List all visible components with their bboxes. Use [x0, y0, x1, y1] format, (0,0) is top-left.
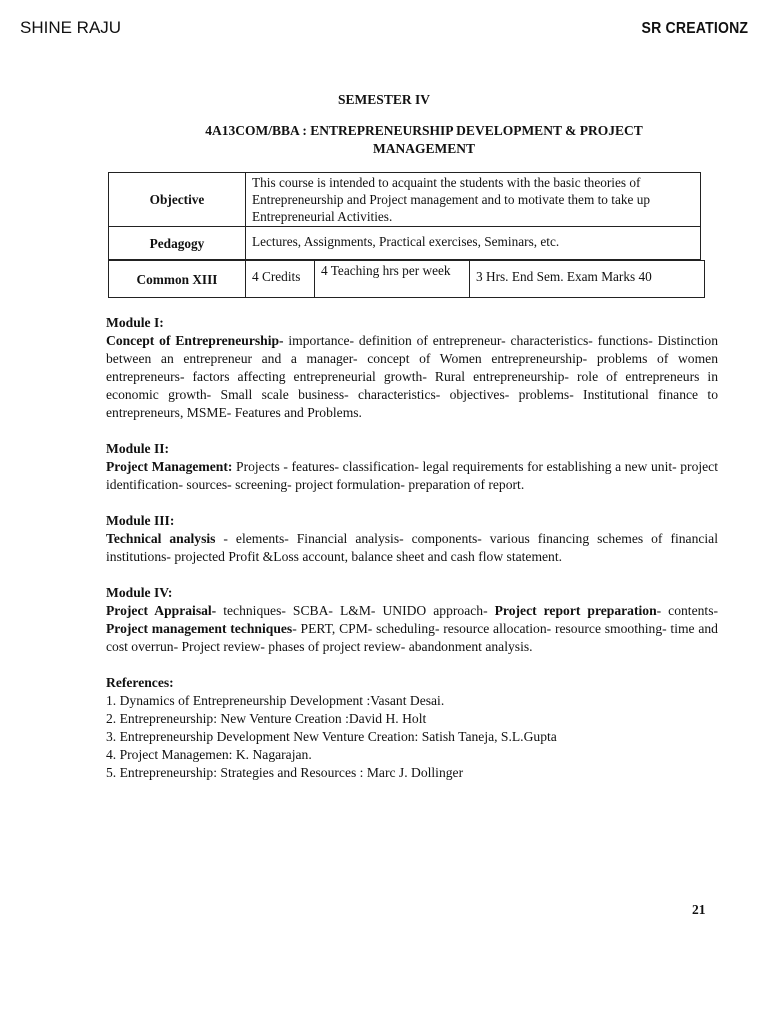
module-body	[106, 332, 718, 422]
module-text: importance- definition of entrepreneur- characteristics- functions- Distinction between an entrepreneur and a manager- concept of Women entrepreneurship- problems of women entrepreneurs- factors affecting entrepreneurial growth- Rural entrepreneurship- role of entrepreneurs in economic growth- Small scale business- characteristics- objectives- problems- Institutional finance to entrepreneurs, MSME- Features and Problems.	[106, 333, 718, 420]
references-heading: References:	[106, 675, 174, 690]
module-heading: Module III:	[106, 513, 175, 528]
module-2	[106, 440, 718, 494]
exam-cell: 3 Hrs. End Sem. Exam Marks 40	[469, 260, 705, 298]
pedagogy-text: Lectures, Assignments, Practical exercises, Seminars, etc.	[245, 226, 701, 260]
references	[106, 674, 718, 782]
module-topic: Project Appraisal-	[106, 603, 217, 618]
reference-item: 1. Dynamics of Entrepreneurship Development :Vasant Desai.	[106, 693, 445, 708]
module-heading: Module I:	[106, 315, 164, 330]
module-heading: Module II:	[106, 441, 170, 456]
module-text: Projects - features- classification- legal requirements for establishing a new unit- project identification- sources- screening- project formulation- preparation of report.	[106, 459, 718, 492]
page-number: 21	[692, 902, 706, 917]
common-label: Common XIII	[108, 260, 246, 298]
module-topic: Concept of Entrepreneurship-	[106, 333, 284, 348]
module-text: - contents-	[656, 603, 719, 618]
objective-label: Objective	[108, 172, 246, 227]
module-topic: Project management techniques	[106, 621, 293, 636]
module-1	[106, 314, 718, 422]
module-text: techniques- SCBA- L&M- UNIDO approach-	[216, 603, 495, 618]
module-4	[106, 584, 718, 656]
module-text: - elements- Financial analysis- components- various financing schemes of financial institutions- projected Profit &Loss account, balance sheet and cash flow statement.	[106, 531, 718, 564]
module-topic: Project report preparation	[494, 603, 657, 618]
objective-text: This course is intended to acquaint the students with the basic theories of Entrepreneurship and Project management and to motivate them to take up Entrepreneurial Activities.	[245, 172, 701, 227]
module-body	[106, 602, 718, 656]
reference-item: 3. Entrepreneurship Development New Venture Creation: Satish Taneja, S.L.Gupta	[106, 729, 557, 744]
header-brand: SR CREATIONZ	[641, 20, 748, 37]
header-author: SHINE RAJU	[20, 18, 122, 37]
module-text: - PERT, CPM- scheduling- resource allocation- resource smoothing- time and cost overrun- Project review- phases of project review- abandonment analysis.	[106, 621, 718, 654]
reference-item: 4. Project Managemen: K. Nagarajan.	[106, 747, 312, 762]
pedagogy-label: Pedagogy	[108, 226, 246, 260]
module-3	[106, 512, 718, 566]
module-heading: Module IV:	[106, 585, 173, 600]
semester-title: SEMESTER IV	[338, 92, 430, 107]
teaching-hrs-cell: 4 Teaching hrs per week	[314, 260, 470, 298]
reference-item: 5. Entrepreneurship: Strategies and Resources : Marc J. Dollinger	[106, 765, 464, 780]
credits-cell: 4 Credits	[245, 260, 315, 298]
reference-item: 2. Entrepreneurship: New Venture Creation :David H. Holt	[106, 711, 427, 726]
module-topic: Technical analysis	[106, 531, 216, 546]
module-topic: Project Management:	[106, 459, 233, 474]
module-body	[106, 458, 718, 494]
course-title: 4A13COM/BBA : ENTREPRENEURSHIP DEVELOPMENT & PROJECT MANAGEMENT	[205, 123, 643, 156]
module-body	[106, 530, 718, 566]
syllabus-content	[106, 314, 718, 800]
